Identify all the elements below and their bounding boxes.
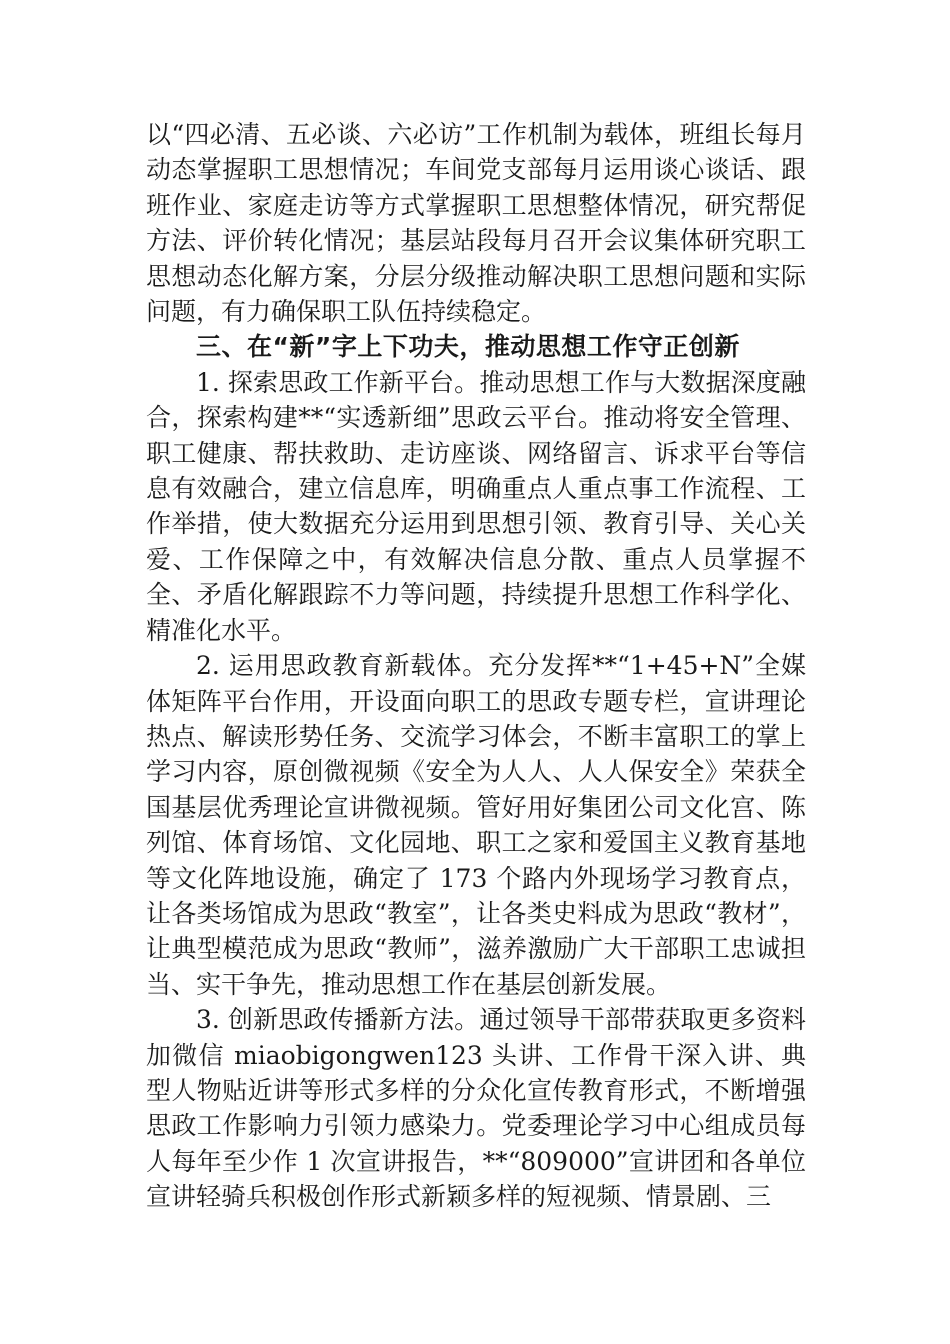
paragraph-text: 通过领导干部带获取更多资料加微信 miaobigongwen123 头讲、工作骨干深入讲、典型人物贴近讲等形式多样的分众化宣传教育形式，不断增强思政工作影响力引领力感染力。党委理论学习中心组成员每人每年至少作 1 次宣讲报告，**“809000”宣讲团和各单位宣讲轻骑兵积极创作形式新颖多样的短视频、情景剧、三 xyxy=(146,1005,806,1212)
paragraph-item-2 xyxy=(146,648,806,1002)
paragraph-continuation xyxy=(146,117,806,329)
paragraph-item-3 xyxy=(146,1002,806,1214)
paragraph-text: 以“四必清、五必谈、六必访”工作机制为载体，班组长每月动态掌握职工思想情况；车间党支部每月运用谈心谈话、跟班作业、家庭走访等方式掌握职工思想整体情况，研究帮促方法、评价转化情况；基层站段每月召开会议集体研究职工思想动态化解方案，分层分级推动解决职工思想问题和实际问题，有力确保职工队伍持续稳定。 xyxy=(146,120,806,327)
document-body xyxy=(146,117,806,1215)
paragraph-item-1 xyxy=(146,365,806,648)
item-lead: 3. 创新思政传播新方法。 xyxy=(196,1005,480,1035)
paragraph-text: 充分发挥**“1+45+N”全媒体矩阵平台作用，开设面向职工的思政专题专栏，宣讲理论热点、解读形势任务、交流学习体会，不断丰富职工的掌上学习内容，原创微视频《安全为人人、人人保安全》荣获全国基层优秀理论宣讲微视频。管好用好集团公司文化宫、陈列馆、体育场馆、文化园地、职工之家和爱国主义教育基地等文化阵地设施，确定了 173 个路内外现场学习教育点，让各类场馆成为思政“教室”，让各类史料成为思政“教材”，让典型模范成为思政“教师”，滋养激励广大干部职工忠诚担当、实干争先，推动思想工作在基层创新发展。 xyxy=(146,651,806,999)
paragraph-text: 推动思想工作与大数据深度融合，探索构建**“实透新细”思政云平台。推动将安全管理、职工健康、帮扶救助、走访座谈、网络留言、诉求平台等信息有效融合，建立信息库，明确重点人重点事工作流程、工作举措，使大数据充分运用到思想引领、教育引导、关心关爱、工作保障之中，有效解决信息分散、重点人员掌握不全、矛盾化解跟踪不力等问题，持续提升思想工作科学化、精准化水平。 xyxy=(146,367,806,645)
item-lead: 2. 运用思政教育新载体。 xyxy=(196,651,489,681)
item-lead: 1. 探索思政工作新平台。 xyxy=(196,367,480,397)
section-heading: 三、在“新”字上下功夫，推动思想工作守正创新 xyxy=(196,332,740,362)
